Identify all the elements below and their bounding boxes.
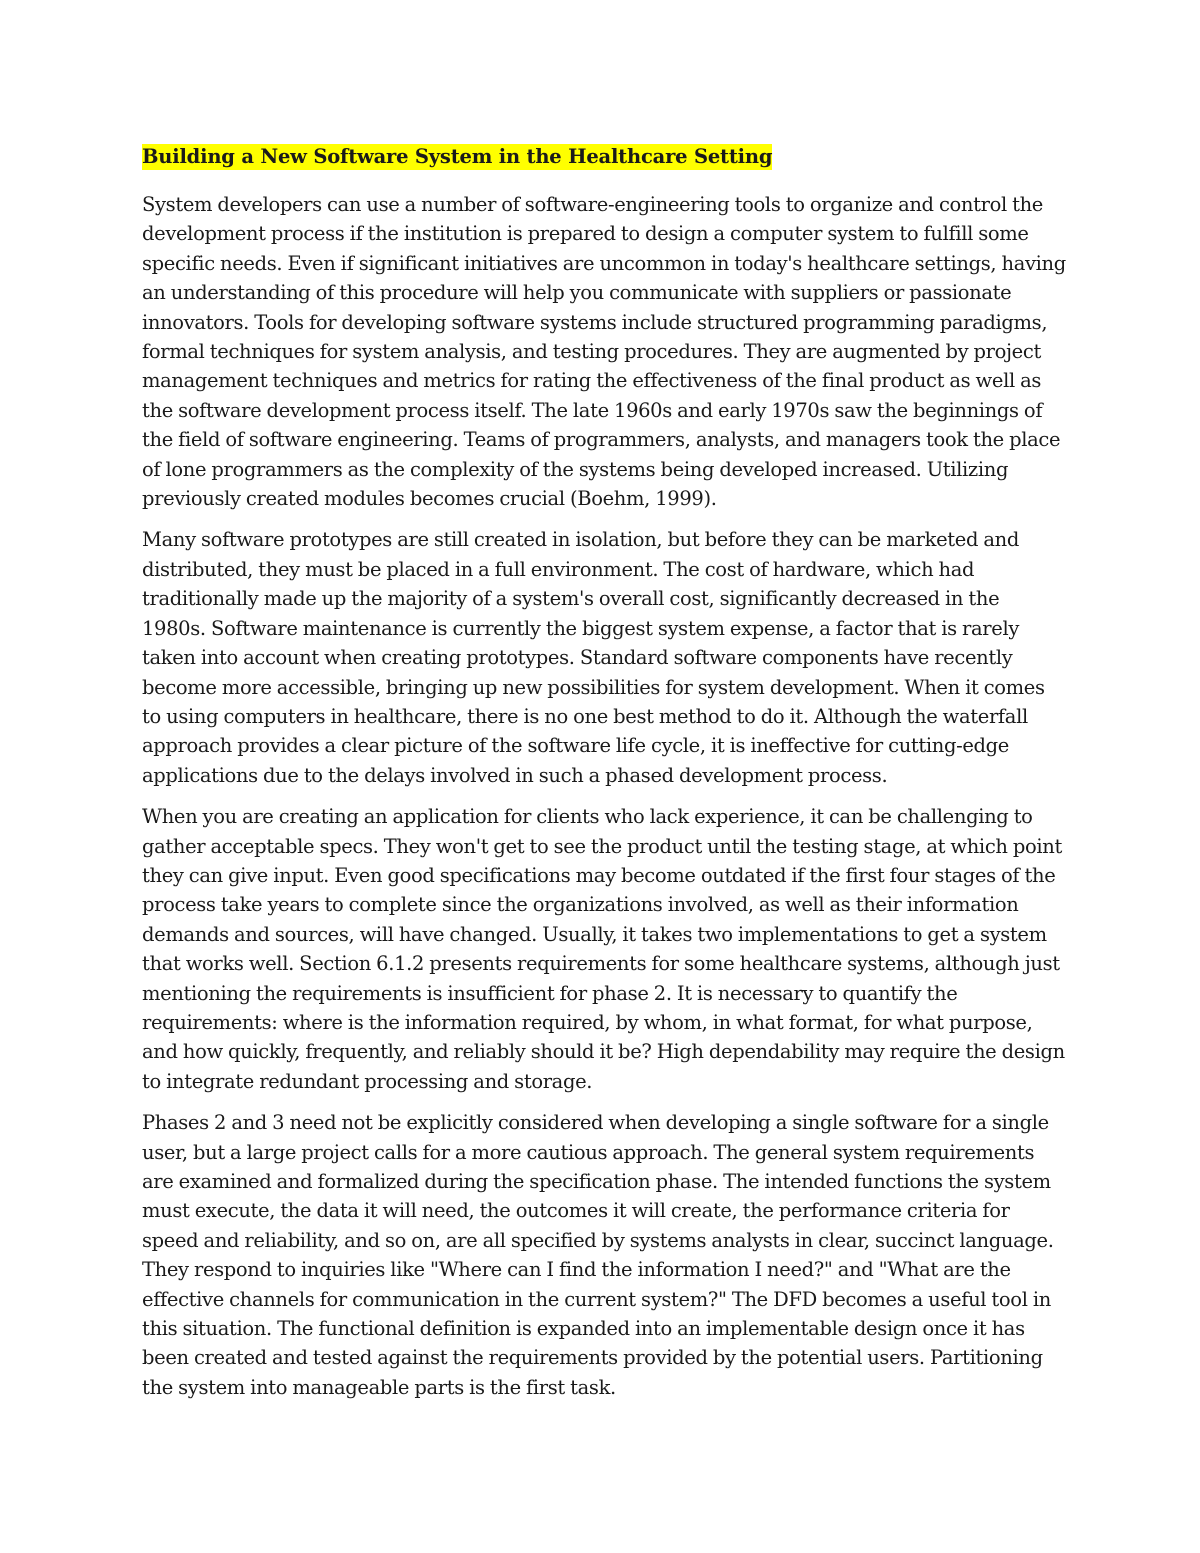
paragraph-1: System developers can use a number of software-engineering tools to organize and control the development process if the institution is prepared to design a computer system to fulfill some specific needs. Even if significant initiatives are uncommon in today's healthcare settings, having an understanding of this procedure will help you communicate with suppliers or passionate innovators. Tools for developing software systems include structured programming paradigms, formal techniques for system analysis, and testing procedures. They are augmented by project management techniques and metrics for rating the effectiveness of the final product as well as the software development process itself. The late 1960s and early 1970s saw the beginnings of the field of software engineering. Teams of programmers, analysts, and managers took the place of lone programmers as the complexity of the systems being developed increased. Utilizing previously created modules becomes crucial (Boehm, 1999). bbox=[142, 193, 1066, 511]
paragraph-3: When you are creating an application for clients who lack experience, it can be challenging to gather acceptable specs. They won't get to see the product until the testing stage, at which point they can give input. Even good specifications may become outdated if the first four stages of the process take years to complete since the organizations involved, as well as their information demands and sources, will have changed. Usually, it takes two implementations to get a system that works well. Section 6.1.2 presents requirements for some healthcare systems, although just mentioning the requirements is insufficient for phase 2. It is necessary to quantify the requirements: where is the information required, by whom, in what format, for what purpose, and how quickly, frequently, and reliably should it be? High dependability may require the design to integrate redundant processing and storage. bbox=[142, 805, 1065, 1093]
paragraph-2: Many software prototypes are still created in isolation, but before they can be marketed and distributed, they must be placed in a full environment. The cost of hardware, which had traditionally made up the majority of a system's overall cost, significantly decreased in the 1980s. Software maintenance is currently the biggest system expense, a factor that is rarely taken into account when creating prototypes. Standard software components have recently become more accessible, bringing up new possibilities for system development. When it comes to using computers in healthcare, there is no one best method to do it. Although the waterfall approach provides a clear picture of the software life cycle, it is ineffective for cutting-edge applications due to the delays involved in such a phased development process. bbox=[142, 528, 1045, 787]
document-body bbox=[142, 140, 1067, 1414]
paragraph-4: Phases 2 and 3 need not be explicitly considered when developing a single software for a single user, but a large project calls for a more cautious approach. The general system requirements are examined and formalized during the specification phase. The intended functions the system must execute, the data it will need, the outcomes it will create, the performance criteria for speed and reliability, and so on, are all specified by systems analysts in clear, succinct language. They respond to inquiries like "Where can I find the information I need?" and "What are the effective channels for communication in the current system?" The DFD becomes a useful tool in this situation. The functional definition is expanded into an implementable design once it has been created and tested against the requirements provided by the potential users. Partitioning the system into manageable parts is the first task. bbox=[142, 1111, 1054, 1399]
title-highlight: Building a New Software System in the Healthcare Setting bbox=[142, 145, 773, 168]
document-title bbox=[142, 140, 1067, 174]
